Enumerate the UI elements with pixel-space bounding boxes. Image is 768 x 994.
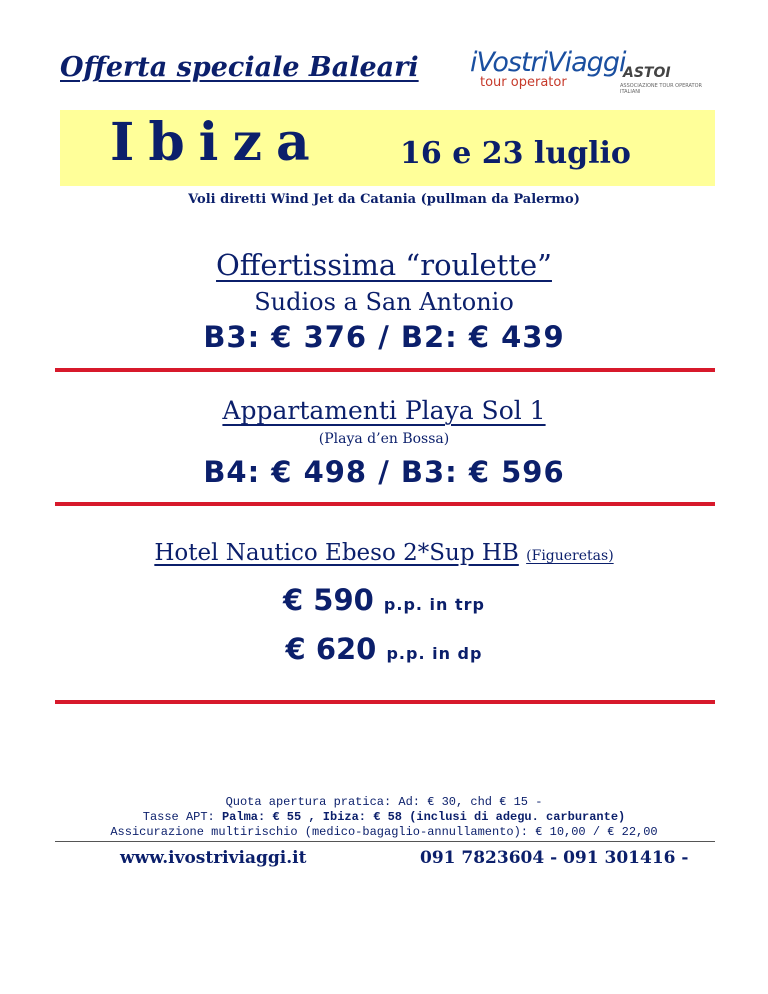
phone-numbers: 091 7823604 - 091 301416 - <box>420 848 689 868</box>
page-title: Offerta speciale Baleari <box>60 52 419 83</box>
destination-banner <box>60 110 715 186</box>
hotel-price-dp-amount: € 620 <box>285 632 377 666</box>
assicurazione: Assicurazione multirischio (medico-bagaglio-annullamento): € 10,00 / € 22,00 <box>110 825 658 839</box>
astoi-logo: ASTOI <box>623 65 671 81</box>
offer-2-subheading: (Playa d’en Bossa) <box>318 431 450 447</box>
divider-3 <box>55 700 715 704</box>
astoi-tagline: ASSOCIAZIONE TOUR OPERATOR ITALIANI <box>620 83 703 95</box>
tasse-label: Tasse APT: <box>142 810 215 824</box>
website-link[interactable]: www.ivostriviaggi.it <box>120 848 307 868</box>
flight-info: Voli diretti Wind Jet da Catania (pullman da Palermo) <box>188 192 580 207</box>
divider-1 <box>55 368 715 372</box>
divider-2 <box>55 502 715 506</box>
tasse-apt <box>0 810 768 824</box>
travel-dates: 16 e 23 luglio <box>400 136 631 171</box>
hotel-price-trp <box>0 583 768 617</box>
offer-1-heading: Offertissima “roulette” <box>216 248 552 282</box>
quota-apertura: Quota apertura pratica: Ad: € 30, chd € 15 - <box>225 795 543 809</box>
hotel-location: (Figueretas) <box>526 548 614 564</box>
offer-2-heading: Appartamenti Playa Sol 1 <box>222 396 546 425</box>
ivostriviaggi-logo <box>470 47 710 97</box>
offer-1-subheading: Sudios a San Antonio <box>254 288 514 316</box>
hotel-name: Hotel Nautico Ebeso 2*Sup HB <box>154 540 519 566</box>
offer-1-prices: B3: € 376 / B2: € 439 <box>203 320 565 354</box>
hotel-price-dp <box>0 632 768 666</box>
tasse-value: Palma: € 55 , Ibiza: € 58 (inclusi di adegu. carburante) <box>221 810 626 824</box>
logo-tagline: tour operator <box>480 75 567 90</box>
hotel-heading <box>0 540 768 566</box>
offer-2-prices: B4: € 498 / B3: € 596 <box>203 455 565 489</box>
hotel-price-dp-unit: p.p. in dp <box>386 644 483 663</box>
destination-city: Ibiza <box>110 112 324 173</box>
hotel-price-trp-amount: € 590 <box>283 583 374 617</box>
logo-brand: iVostriViaggi <box>470 47 626 78</box>
hotel-price-trp-unit: p.p. in trp <box>383 595 485 614</box>
footer-divider <box>55 841 715 842</box>
